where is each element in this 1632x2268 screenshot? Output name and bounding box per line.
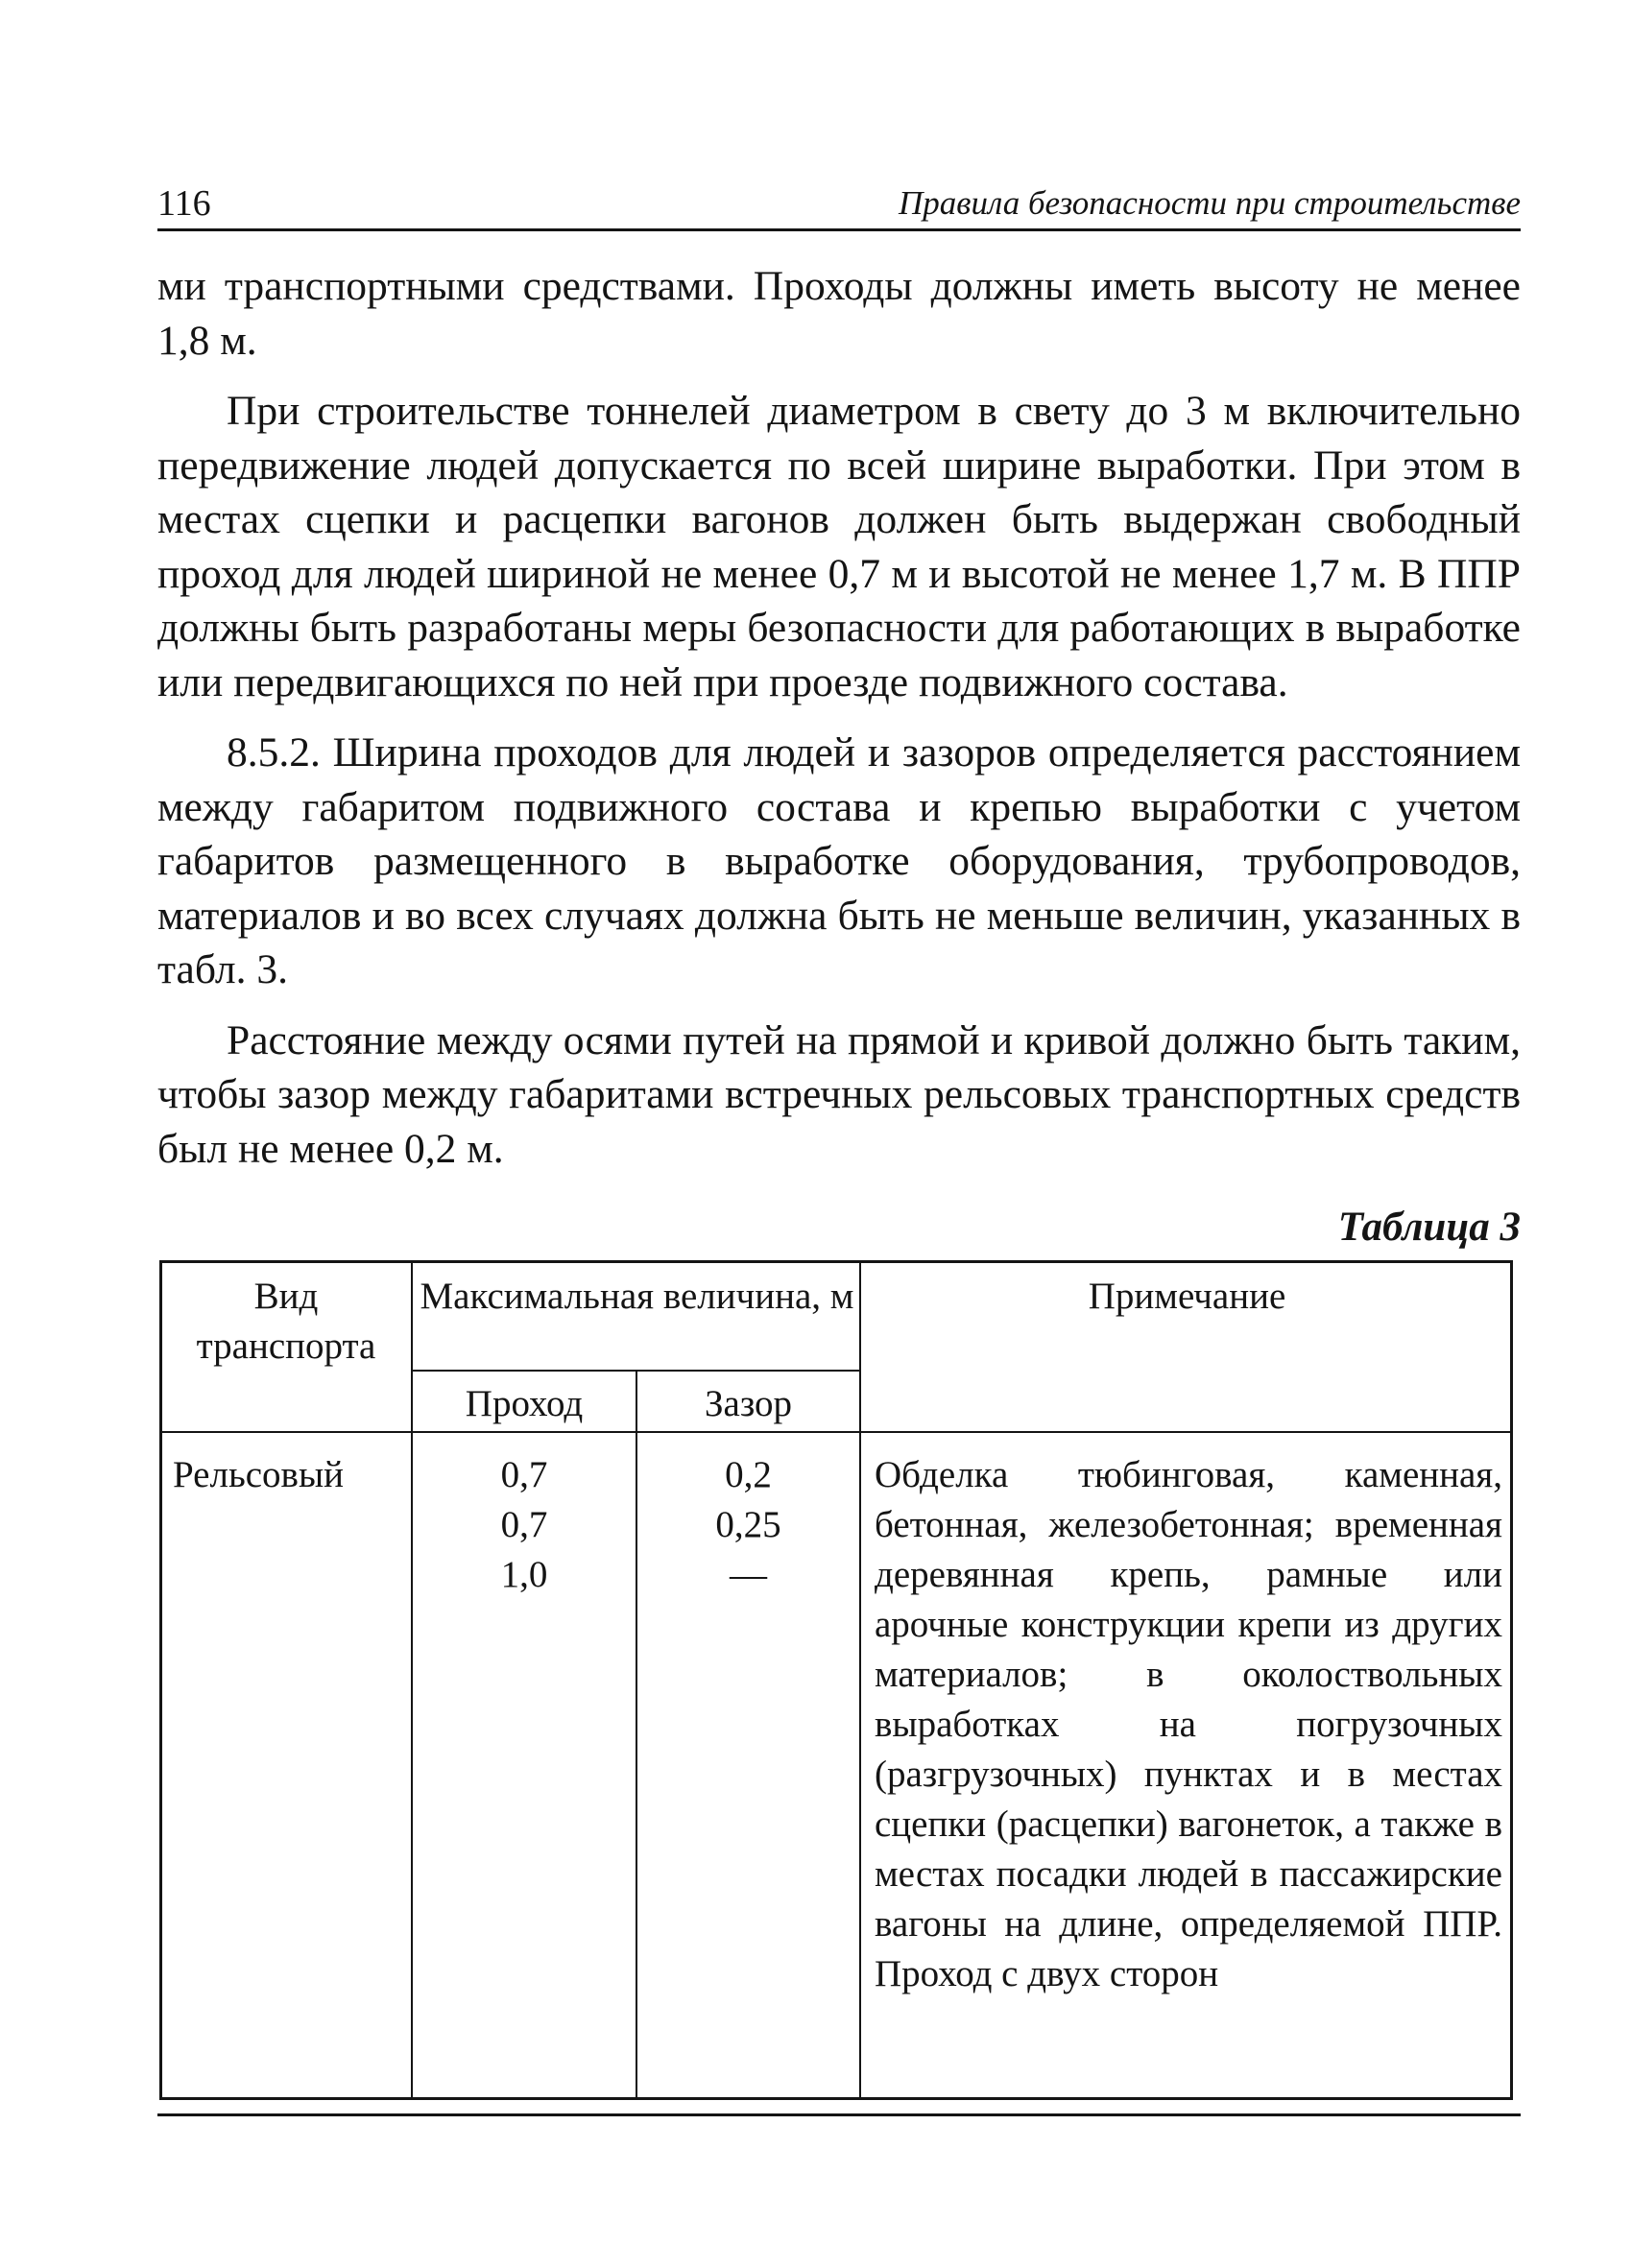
header-passage: Проход	[465, 1383, 584, 1424]
passage-value: 0,7	[500, 1454, 548, 1495]
cell-transport-type: Рельсовый	[173, 1454, 345, 1495]
cell-note: Обделка тюбинговая, каменная, бетонная, железобетонная; временная деревянная крепь, рамные или арочные конструкции крепи из других материалов; в околоствольных выработках на погрузочных (разгрузочных) пунктах и в местах сцепки (расцепки) вагонеток, а также в местах посадки людей в пассажирские вагоны на длине, определяемой ППР. Проход с двух сторон	[875, 1454, 1502, 1994]
header-transport-type: Вид транспорта	[196, 1276, 376, 1367]
table-caption: Таблица 3	[1337, 1205, 1521, 1250]
header-note: Примечание	[1088, 1276, 1286, 1317]
paragraph-8-5-2: 8.5.2. Ширина проходов для людей и зазоров определяется расстоянием между габаритом подвижного состава и крепью выработки с учетом габаритов размещенного в выработке оборудования, трубопроводов, материалов и во всех случаях должна быть не меньше величин, указанных в табл. 3.	[157, 729, 1521, 992]
page-header	[157, 180, 1521, 227]
passage-value: 1,0	[500, 1554, 548, 1595]
paragraph-track-distance: Расстояние между осями путей на прямой и кривой должно быть таким, чтобы зазор между габаритами встречных рельсовых транспортных средств был не менее 0,2 м.	[157, 1016, 1521, 1172]
paragraph-continuation: ми транспортными средствами. Проходы должны иметь высоту не менее 1,8 м.	[157, 263, 1521, 364]
body-text	[157, 259, 1521, 1176]
table-3	[159, 1260, 1513, 2100]
passage-value: 0,7	[500, 1504, 548, 1545]
header-max-value: Максимальная величина, м	[420, 1276, 854, 1317]
gap-value: —	[730, 1554, 767, 1595]
bottom-rule	[157, 2113, 1521, 2116]
header-rule	[157, 228, 1521, 231]
cell-passage	[413, 1450, 636, 1600]
paragraph-tunnels: При строительстве тоннелей диаметром в свету до 3 м включительно передвижение людей допускается по всей ширине выработки. При этом в местах сцепки и расцепки вагонов должен быть выдержан свободный проход для людей шириной не менее 0,7 м и высотой не менее 1,7 м. В ППР должны быть разработаны меры безопасности для работающих в выработке или передвигающихся по ней при проезде подвижного состава.	[157, 388, 1521, 705]
header-gap: Зазор	[704, 1383, 793, 1424]
header-divider	[411, 1370, 861, 1372]
column-divider	[859, 1260, 861, 2100]
running-title: Правила безопасности при строительстве	[899, 184, 1521, 222]
gap-value: 0,25	[715, 1504, 781, 1545]
page-number: 116	[157, 183, 211, 224]
gap-value: 0,2	[725, 1454, 772, 1495]
cell-gap	[637, 1450, 859, 1600]
header-bottom-rule	[159, 1431, 1513, 1433]
